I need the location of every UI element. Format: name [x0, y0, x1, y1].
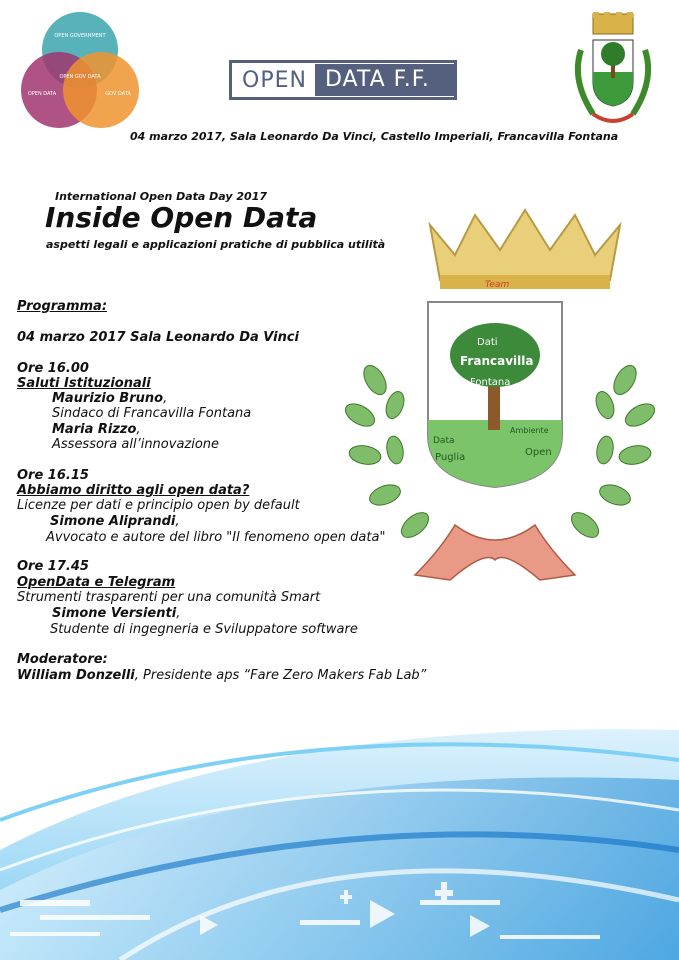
wordcloud-dati: Dati [477, 337, 498, 348]
wordcloud-francavilla: Francavilla [460, 354, 534, 368]
session2-title: Abbiamo diritto agli open data? [17, 483, 250, 498]
wordcloud-ambiente: Ambiente [510, 426, 549, 435]
moderator-role: , Presidente aps “Fare Zero Makers Fab Lab” [134, 668, 427, 683]
logo-ff-text: DATA F.F. [315, 64, 454, 96]
session2-speaker-role: Avvocato e autore del libro "Il fenomeno open data" [46, 530, 386, 545]
session1-speaker1-role: Sindaco di Francavilla Fontana [52, 406, 252, 421]
session3-title: OpenData e Telegram [17, 575, 176, 590]
speaker2-comma: , [136, 422, 141, 437]
wordcloud-team: Team [485, 280, 510, 290]
session1-speaker1 [52, 391, 167, 407]
moderator-line [17, 668, 426, 684]
wordcloud-fontana: Fontana [470, 377, 511, 388]
page-title: Inside Open Data [45, 201, 318, 234]
wordcloud-puglia: Puglia [435, 452, 466, 463]
kicker: International Open Data Day 2017 [55, 190, 268, 203]
session2-desc: Licenze per dati e principio open by default [17, 498, 300, 513]
blue-wave-background [0, 700, 679, 960]
speaker4-name: Simone Versienti [52, 606, 177, 621]
coat-of-arms-small [563, 10, 663, 135]
venn-center-label: OPEN GOV DATA [59, 74, 101, 80]
venn-left-label: OPEN DATA [27, 91, 57, 97]
program-date-place: 04 marzo 2017 Sala Leonardo Da Vinci [17, 330, 299, 345]
session2-speaker [50, 514, 180, 530]
open-data-ff-logo [229, 60, 457, 100]
session1-speaker2 [52, 422, 141, 438]
session1-time: Ore 16.00 [17, 361, 89, 376]
moderator-name: William Donzelli [17, 668, 135, 683]
session3-time: Ore 17.45 [17, 559, 89, 574]
venn-right-label: GOV DATA [105, 91, 131, 97]
wordcloud-data: Data [433, 436, 455, 446]
session3-speaker [52, 606, 180, 622]
program-heading: Programma: [17, 299, 108, 314]
subtitle: aspetti legali e applicazioni pratiche di pubblica utilità [46, 238, 386, 251]
speaker2-name: Maria Rizzo [52, 422, 137, 437]
speaker1-name: Maurizio Bruno [52, 391, 164, 406]
session2-time: Ore 16.15 [17, 468, 89, 483]
venn-logo [20, 10, 140, 132]
speaker1-comma: , [163, 391, 168, 406]
session3-speaker-role: Studente di ingegneria e Sviluppatore software [50, 622, 358, 637]
session1-speaker2-role: Assessora all’innovazione [52, 437, 220, 452]
event-line: 04 marzo 2017, Sala Leonardo Da Vinci, Castello Imperiali, Francavilla Fontana [130, 130, 619, 143]
speaker3-name: Simone Aliprandi [50, 514, 176, 529]
speaker4-comma: , [176, 606, 181, 621]
session1-title: Saluti Istituzionali [17, 376, 151, 391]
session3-desc: Strumenti trasparenti per una comunità Smart [17, 590, 321, 605]
logo-open-text: OPEN [242, 67, 307, 93]
venn-top-label: OPEN GOVERNMENT [54, 33, 106, 39]
moderator-label: Moderatore: [17, 652, 108, 667]
venn-right-circle [63, 52, 139, 128]
speaker3-comma: , [175, 514, 180, 529]
wordcloud-open: Open [525, 447, 552, 458]
